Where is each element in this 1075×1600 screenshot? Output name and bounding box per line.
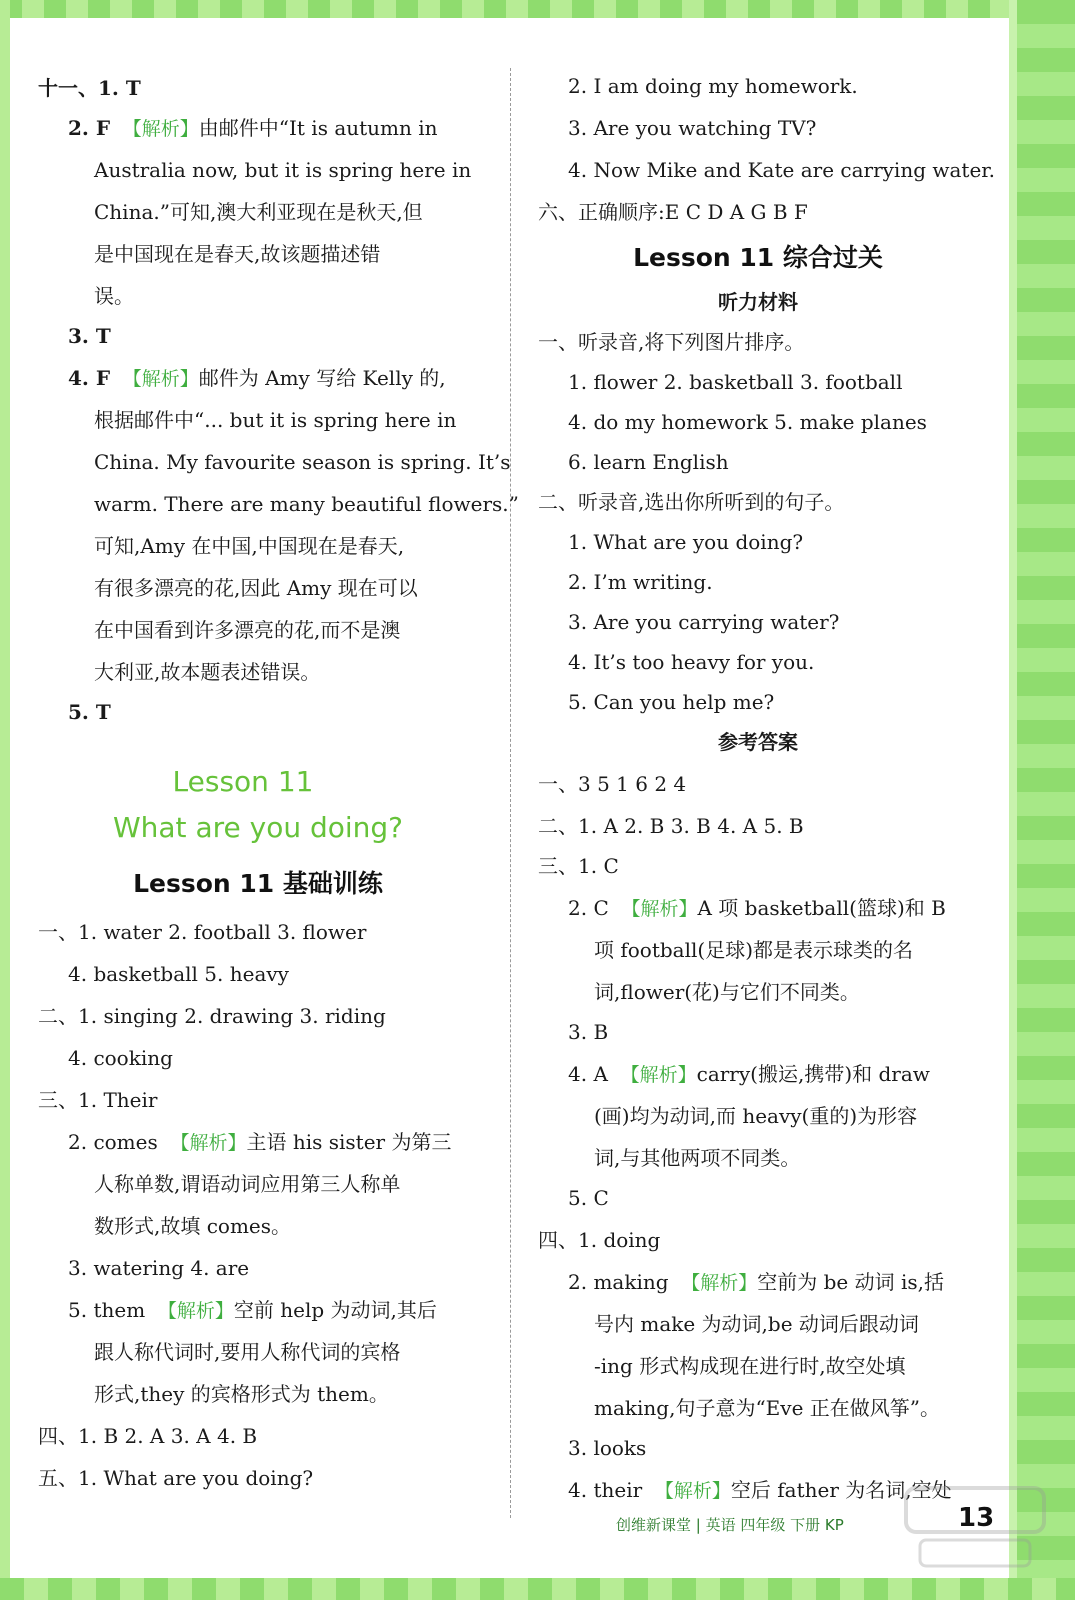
answer-line: 3. watering 4. are bbox=[68, 1256, 250, 1280]
answer-line: 3. T bbox=[68, 324, 111, 348]
answer-line: 误。 bbox=[94, 284, 134, 308]
answer-line: China. My favourite season is spring. It’s bbox=[94, 450, 511, 474]
lesson-title: Lesson 11 bbox=[172, 765, 314, 798]
answer-line: 项 football(足球)都是表示球类的名 bbox=[594, 938, 914, 962]
analysis-tag: 【解析】 bbox=[157, 1300, 234, 1322]
answer-line: 十一、1. T bbox=[38, 76, 141, 100]
left-border bbox=[0, 0, 10, 1600]
answer-line: 4. do my homework 5. make planes bbox=[568, 410, 927, 434]
answer-line: 三、1. Their bbox=[38, 1088, 158, 1112]
answer-line: China.”可知,澳大利亚现在是秋天,但 bbox=[94, 200, 423, 224]
answer-line: 人称单数,谓语动词应用第三人称单 bbox=[94, 1172, 401, 1196]
lesson-subtitle: What are you doing? bbox=[112, 811, 404, 844]
answer-line: 六、正确顺序:E C D A G B F bbox=[538, 200, 808, 224]
answer-line: 4. cooking bbox=[68, 1046, 173, 1070]
answer-line: 五、1. What are you doing? bbox=[38, 1466, 314, 1490]
answer-line: 一、1. water 2. football 3. flower bbox=[38, 920, 367, 944]
answer-line: 2. I’m writing. bbox=[568, 570, 713, 594]
answer-line: 1. What are you doing? bbox=[568, 530, 804, 554]
answer-line: 3. Are you carrying water? bbox=[568, 610, 840, 634]
answer-line: 2. I am doing my homework. bbox=[568, 74, 858, 98]
answer-line: 大利亚,故本题表述错误。 bbox=[94, 660, 321, 684]
answer-line: 5. Can you help me? bbox=[568, 690, 775, 714]
answer-line: 一、听录音,将下列图片排序。 bbox=[538, 330, 805, 354]
bottom-border bbox=[0, 1578, 1075, 1600]
section-title: Lesson 11 基础训练 bbox=[133, 869, 383, 898]
answer-line: 根据邮件中“... but it is spring here in bbox=[94, 408, 457, 432]
answer-line: warm. There are many beautiful flowers.” bbox=[94, 492, 519, 516]
answer-line: 数形式,故填 comes。 bbox=[94, 1214, 292, 1238]
right-border bbox=[1017, 0, 1075, 1600]
answer-line: 5. them 【解析】空前 help 为动词,其后 bbox=[68, 1298, 437, 1322]
answer-line: 号内 make 为动词,be 动词后跟动词 bbox=[594, 1312, 919, 1336]
answer-line: 3. looks bbox=[568, 1436, 647, 1460]
answer-line: 4. Now Mike and Kate are carrying water. bbox=[568, 158, 996, 182]
answer-line: 词,与其他两项不同类。 bbox=[594, 1146, 801, 1170]
answer-line: Australia now, but it is spring here in bbox=[94, 158, 472, 182]
answer-line: 6. learn English bbox=[568, 450, 729, 474]
answer-line: 跟人称代词时,要用人称代词的宾格 bbox=[94, 1340, 401, 1364]
answer-line: making,句子意为“Eve 正在做风筝”。 bbox=[594, 1396, 940, 1420]
answer-title: 参考答案 bbox=[718, 730, 798, 754]
column-divider bbox=[510, 68, 511, 1518]
answer-line: 4. their 【解析】空后 father 为名词,空处 bbox=[568, 1478, 952, 1502]
analysis-tag: 【解析】 bbox=[620, 1064, 697, 1086]
answer-line: 三、1. C bbox=[538, 854, 619, 878]
answer-line: 4. F 【解析】邮件为 Amy 写给 Kelly 的, bbox=[68, 366, 446, 390]
answer-line: 在中国看到许多漂亮的花,而不是澳 bbox=[94, 618, 401, 642]
answer-line: 4. It’s too heavy for you. bbox=[568, 650, 815, 674]
answer-line: 二、1. A 2. B 3. B 4. A 5. B bbox=[538, 814, 804, 838]
answer-line: 四、1. doing bbox=[538, 1228, 661, 1252]
analysis-tag: 【解析】 bbox=[122, 368, 199, 390]
answer-line: 是中国现在是春天,故该题描述错 bbox=[94, 242, 381, 266]
answer-line: 1. flower 2. basketball 3. football bbox=[568, 370, 903, 394]
answer-line: 四、1. B 2. A 3. A 4. B bbox=[38, 1424, 258, 1448]
analysis-tag: 【解析】 bbox=[170, 1132, 247, 1154]
top-border bbox=[0, 0, 1075, 18]
answer-line: 5. T bbox=[68, 700, 111, 724]
answer-line: 2. F 【解析】由邮件中“It is autumn in bbox=[68, 116, 438, 140]
answer-line: 3. Are you watching TV? bbox=[568, 116, 817, 140]
answer-line: -ing 形式构成现在进行时,故空处填 bbox=[594, 1354, 906, 1378]
answer-line: 二、1. singing 2. drawing 3. riding bbox=[38, 1004, 386, 1028]
answer-line: 5. C bbox=[568, 1186, 609, 1210]
answer-line: 2. C 【解析】A 项 basketball(篮球)和 B bbox=[568, 896, 946, 920]
analysis-tag: 【解析】 bbox=[654, 1480, 731, 1502]
answer-line: 2. comes 【解析】主语 his sister 为第三 bbox=[68, 1130, 452, 1154]
answer-line: 4. A 【解析】carry(搬运,携带)和 draw bbox=[568, 1062, 930, 1086]
answer-line: 可知,Amy 在中国,中国现在是春天, bbox=[94, 534, 405, 558]
answer-line: (画)均为动词,而 heavy(重的)为形容 bbox=[594, 1104, 918, 1128]
answer-line: 2. making 【解析】空前为 be 动词 is,括 bbox=[568, 1270, 944, 1294]
listening-title: 听力材料 bbox=[718, 290, 798, 314]
answer-line: 一、3 5 1 6 2 4 bbox=[538, 772, 687, 796]
answer-line: 3. B bbox=[568, 1020, 609, 1044]
section-title: Lesson 11 综合过关 bbox=[633, 243, 883, 272]
footer-text: 创维新课堂 | 英语 四年级 下册 KP bbox=[616, 1516, 844, 1534]
answer-line: 有很多漂亮的花,因此 Amy 现在可以 bbox=[94, 576, 418, 600]
page-number: 13 bbox=[958, 1503, 995, 1533]
answer-line: 形式,they 的宾格形式为 them。 bbox=[94, 1382, 389, 1406]
analysis-tag: 【解析】 bbox=[621, 898, 698, 920]
answer-line: 词,flower(花)与它们不同类。 bbox=[594, 980, 860, 1004]
answer-line: 二、听录音,选出你所听到的句子。 bbox=[538, 490, 845, 514]
analysis-tag: 【解析】 bbox=[681, 1272, 758, 1294]
right-border-inner bbox=[1009, 0, 1017, 1600]
analysis-tag: 【解析】 bbox=[122, 118, 199, 140]
answer-line: 4. basketball 5. heavy bbox=[68, 962, 289, 986]
